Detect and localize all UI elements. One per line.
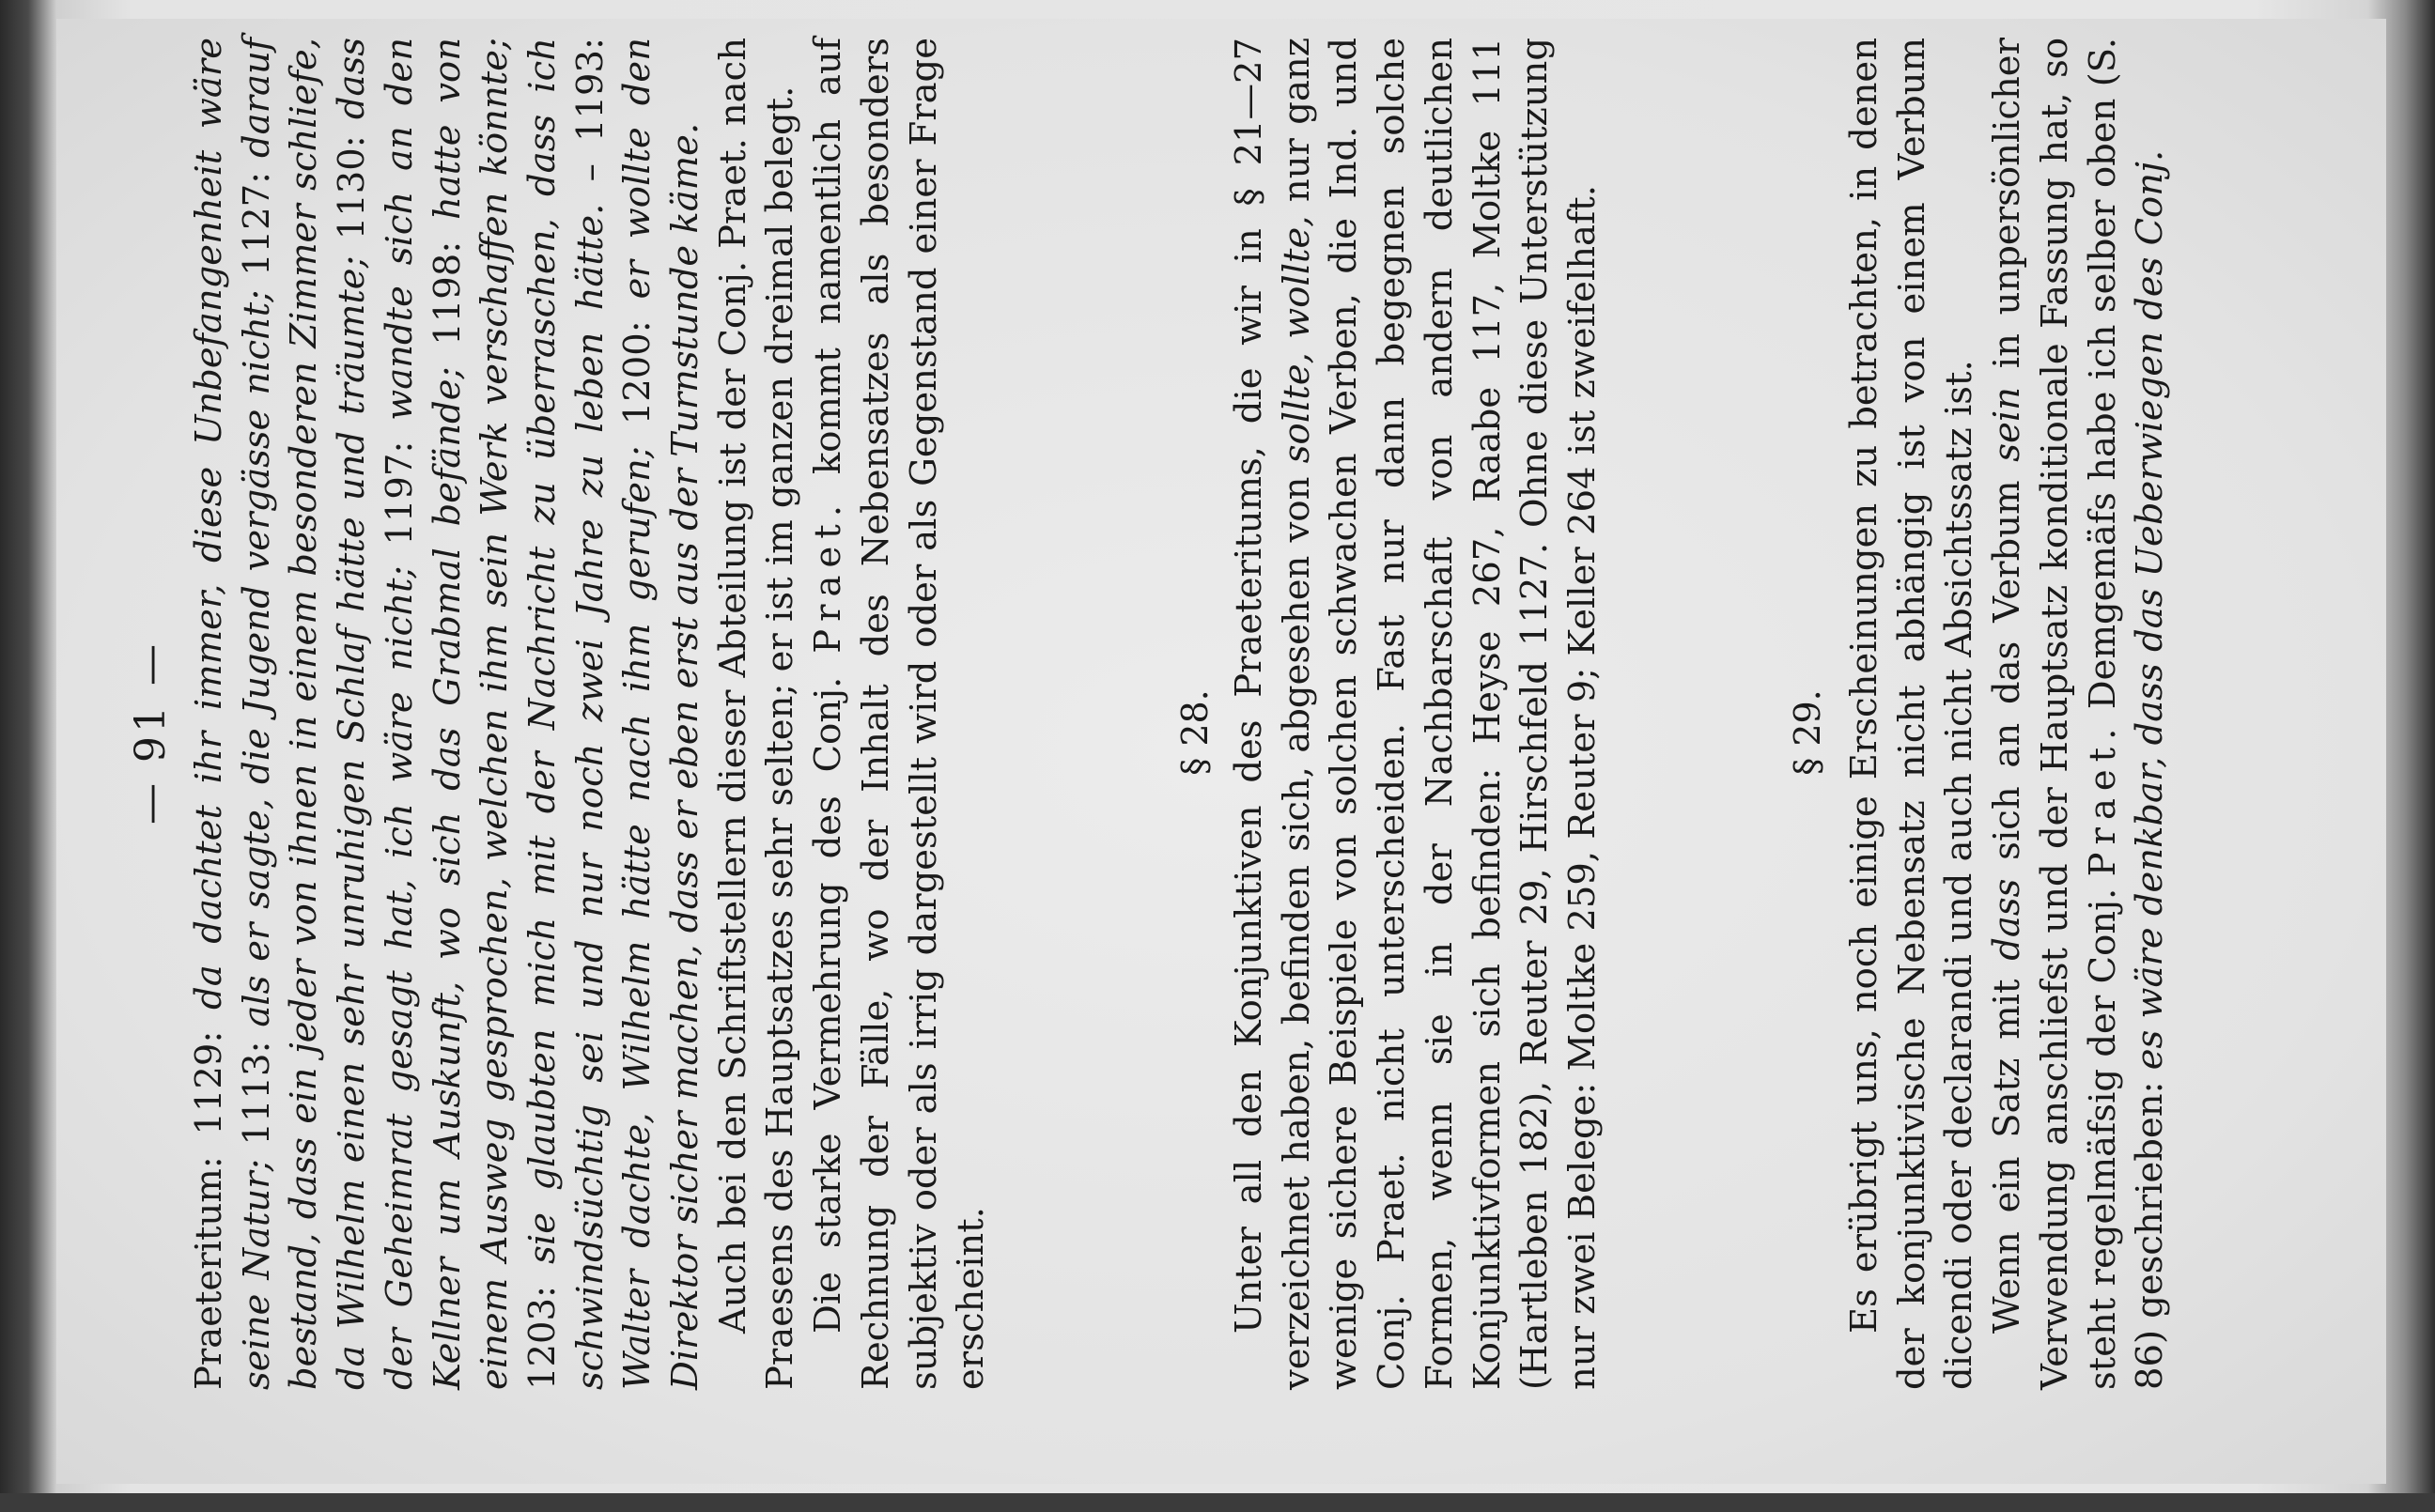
spaced-run: Praet.	[807, 498, 850, 654]
text-run: Es erübrigt uns, noch einige Erscheinungen zu betrachten, in denen der konjunktivische Nebensatz nicht abhängig ist von einem Verbum dicendi oder declarandi und auch nicht Absichtssatz ist.	[1843, 38, 1981, 1390]
paragraph-section-29-first	[1841, 38, 1984, 1390]
text-run: kommt namentlich auf Rechnung der Fälle, wo der Inhalt des Nebensatzes als besonders subjektiv oder als irrig dargestellt wird oder als Gegenstand einer Frage erscheint.	[807, 37, 993, 1390]
text-run: 1113:	[235, 1026, 278, 1160]
italic-run: da dachtet ihr immer, diese Unbefangenheit wäre seine Natur;	[188, 38, 278, 1390]
italic-run: als er sagte, die Jugend vergässe nicht;	[235, 289, 278, 1027]
italic-run: sollte, wollte,	[1275, 215, 1318, 464]
italic-run: hatte von einem Ausweg gesprochen, welchen ihm sein Werk verschaffen könnte;	[426, 38, 517, 1390]
italic-run: es wäre denkbar, dass das Ueberwiegen des Conj.	[2129, 149, 2172, 1071]
italic-run: Walter dachte, Wilhelm hätte nach ihm gerufen;	[616, 446, 659, 1390]
italic-run: sie glaubten mich mit der Nachricht zu überraschen, dass ich schwindsüchtig sei und nur noch zwei Jahre zu leben hätte.	[520, 38, 612, 1390]
page-number: — 91 —	[127, 640, 175, 825]
italic-run: er wollte den Direktor sicher machen, dass er eben erst aus der Turnstunde käme.	[616, 38, 707, 1390]
text-run: 1203:	[520, 1263, 564, 1390]
paragraph-section-29-second	[1984, 38, 2175, 1390]
text-run: in unpersönlicher Verwendung anschliefst und der Hauptsatz konditionale Fassung hat, so steht regelmäfsig der Conj.	[1986, 38, 2124, 1390]
text-run: 1130:	[331, 119, 374, 256]
section-heading-29: § 29.	[1787, 689, 1828, 776]
text-run: Die starke Vermehrung des Conj.	[807, 653, 850, 1334]
paragraph-block-29	[1841, 38, 2175, 1390]
text-run: 1200:	[616, 299, 659, 447]
text-run: 1197:	[378, 420, 421, 566]
paragraph-examples	[186, 38, 710, 1390]
paragraph-block-1	[186, 38, 996, 1390]
italic-run: darauf bestand, dass ein jeder von ihnen in einem besonderen Zimmer schliefe, da Wilhelm einen sehr unruhigen Schlaf hätte und träumte;	[235, 38, 374, 1390]
italic-run: sein	[1986, 387, 2029, 462]
section-heading-28: § 28.	[1174, 689, 1216, 776]
text-run: Unter all den Konjunktiven des Praeteritums, die wir in § 21—27 verzeichnet haben, befinden sich, abgesehen von	[1228, 38, 1318, 1390]
italic-run: wandte sich an den Kellner um Auskunft, wo sich das Grabmal befände;	[378, 38, 469, 1390]
paragraph-section-28	[1226, 38, 1607, 1390]
italic-run: dass	[1986, 878, 2029, 961]
book-page	[56, 19, 2386, 1484]
text-run: 1198:	[426, 220, 469, 367]
text-run: 1127:	[235, 158, 278, 290]
text-run: Demgemäfs habe ich selber oben (S. 86) geschrieben:	[2081, 37, 2172, 1390]
text-run: Auch bei den Schriftstellern dieser Abteilung ist der Conj. Praet. nach Praesens des Hauptsatzes sehr selten; er ist im ganzen dreimal belegt.	[711, 38, 802, 1390]
paragraph-block-28	[1226, 38, 1607, 1390]
rotated-page-content	[56, 19, 2435, 1512]
paragraph-schriftsteller	[710, 38, 805, 1390]
text-run: – 1193:	[568, 38, 612, 204]
spaced-run: Praet.	[2081, 720, 2124, 877]
italic-run: dass der Geheimrat gesagt hat, ich wäre nicht;	[331, 38, 421, 1390]
text-run: sich an das Verbum	[1986, 461, 2029, 879]
text-run: Wenn ein Satz mit	[1986, 960, 2029, 1334]
text-run: Praeteritum: 1129:	[188, 1009, 230, 1390]
text-run: nur ganz wenige sichere Beispiele von solchen schwachen Verben, die Ind. und Conj. Praet. nicht unterscheiden. Fast nur dann begegnen solche Formen, wenn sie in der Nachbarschaft von andern deutlichen Konjunktivformen sich befinden: Heyse 267, Raabe 117, Moltke 111 (Hartleben 182), Reuter 29, Hirschfeld 1127. Ohne diese Unterstützung nur zwei Belege: Moltke 259, Reuter 9; Keller 264 ist zweifelhaft.	[1275, 38, 1604, 1390]
paragraph-vermehrung	[805, 38, 996, 1390]
